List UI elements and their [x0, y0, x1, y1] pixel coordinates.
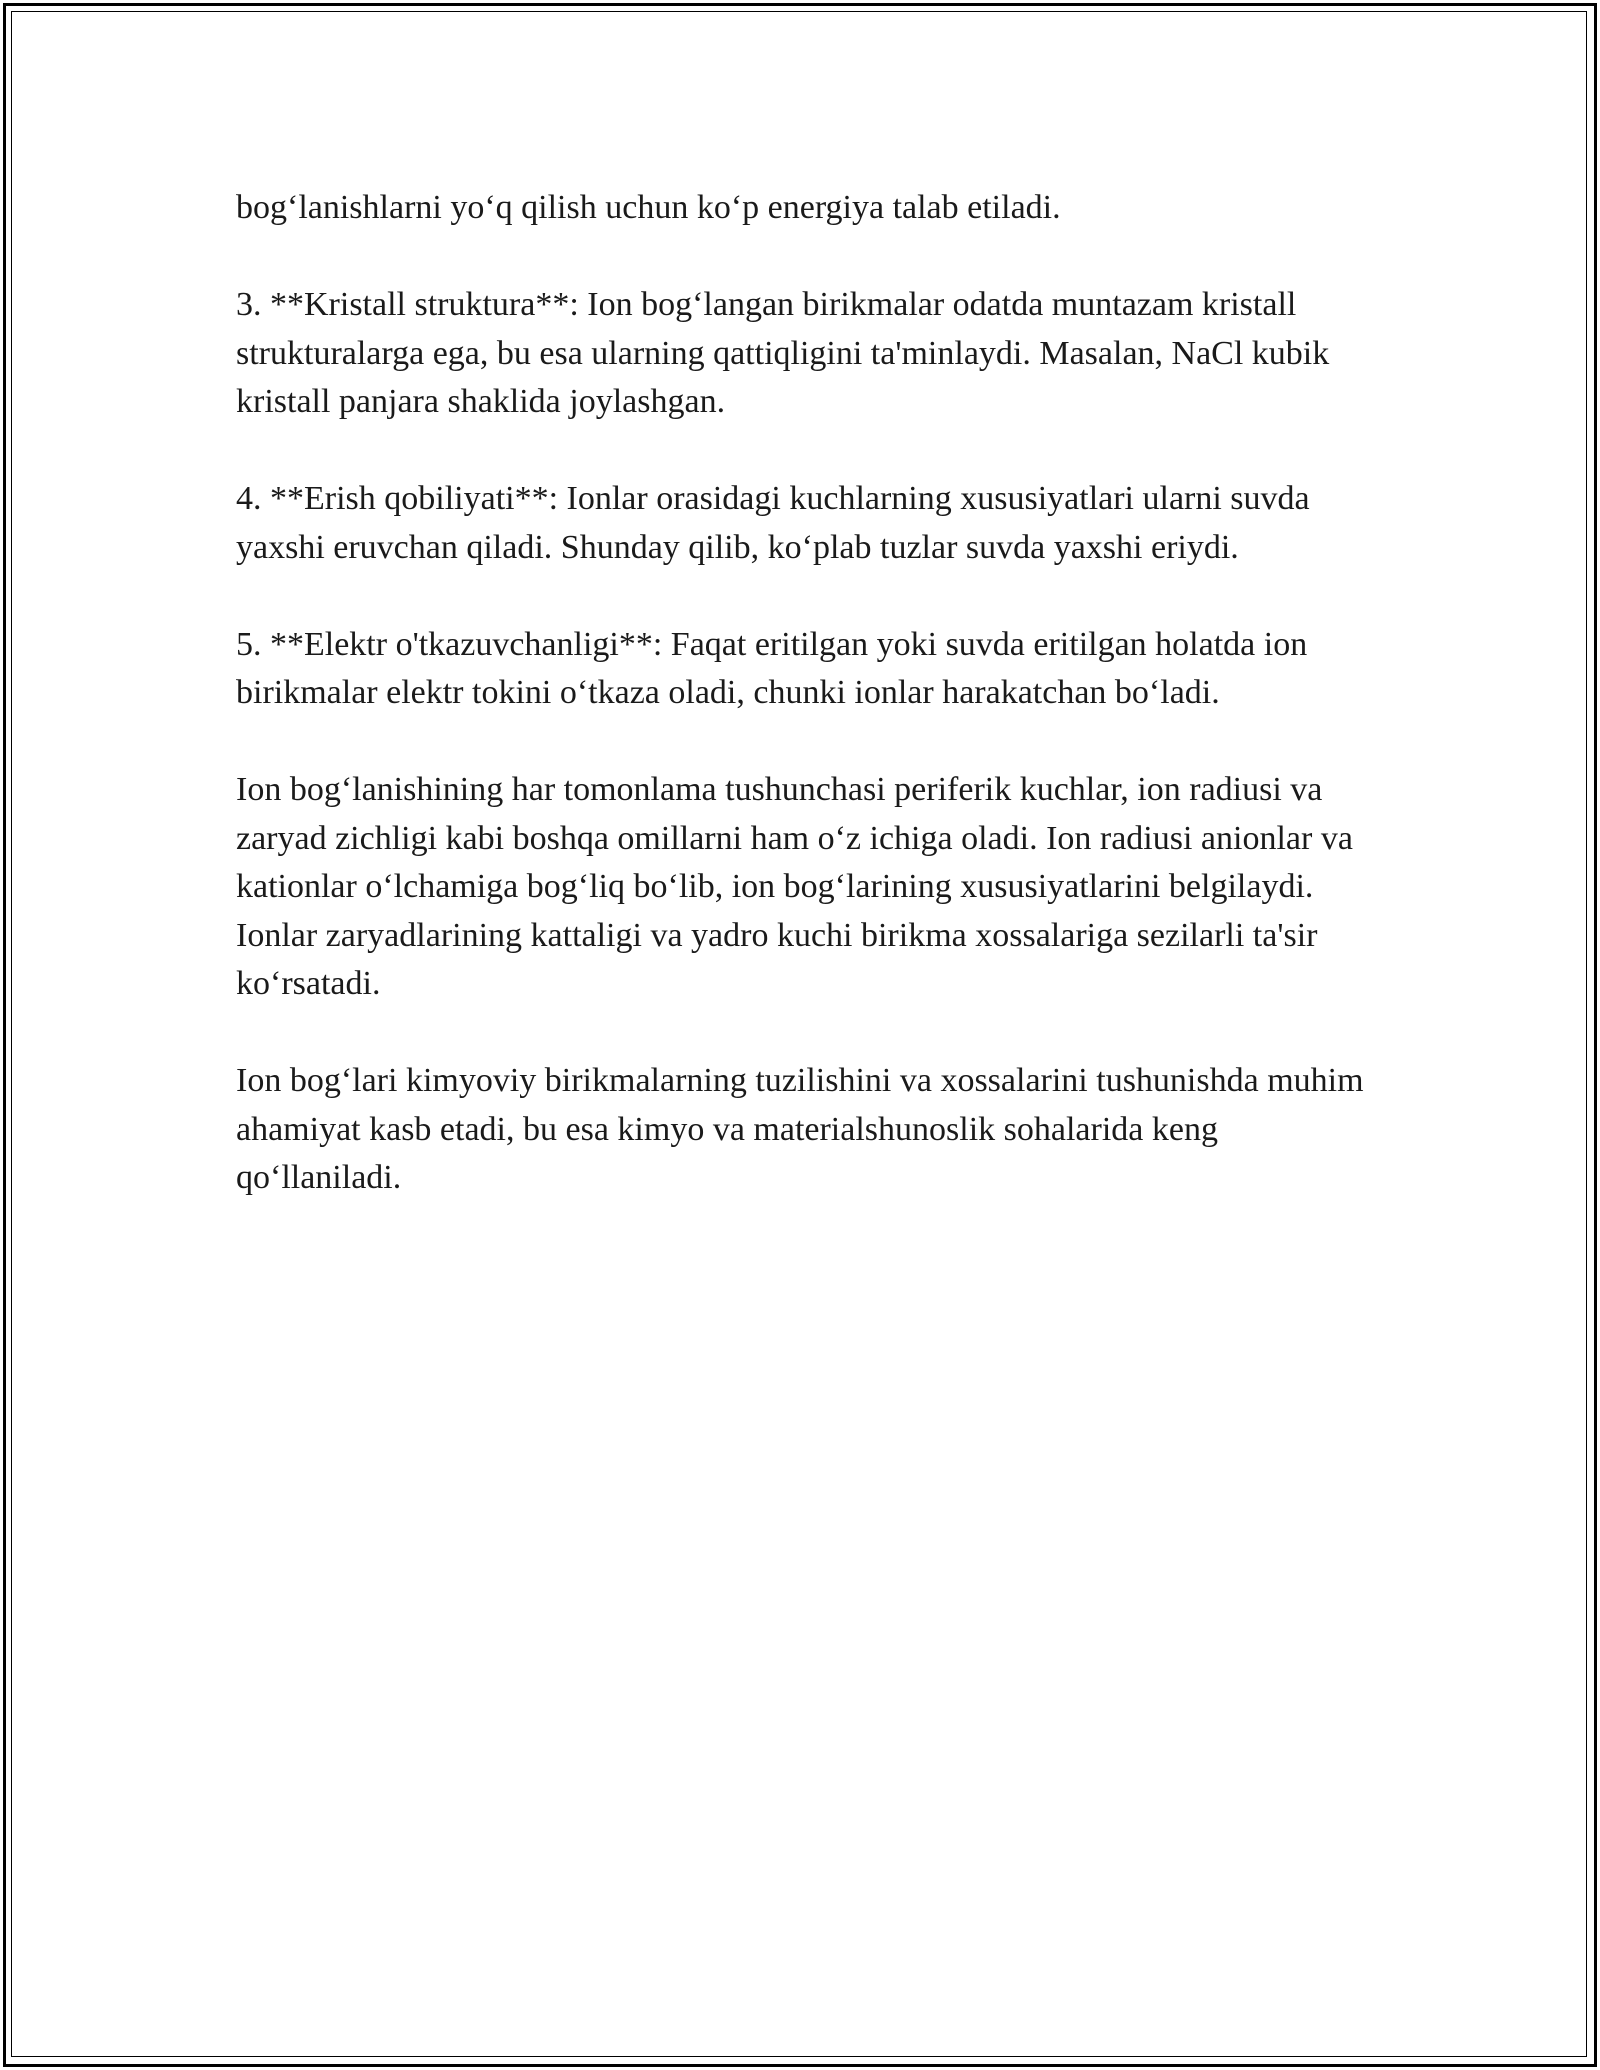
document-body — [236, 184, 1376, 1251]
paragraph-continuation: bog‘lanishlarni yo‘q qilish uchun ko‘p energiya talab etiladi. — [236, 189, 1061, 226]
paragraph-conclusion: Ion bog‘lari kimyoviy birikmalarning tuzilishini va xossalarini tushunishda muhim ahamiyat kasb etadi, bu esa kimyo va materialshunoslik sohalarida keng qo‘llaniladi. — [236, 1062, 1364, 1196]
paragraph-crystal-structure: 3. **Kristall struktura**: Ion bog‘langan birikmalar odatda muntazam kristall strukturalarga ega, bu esa ularning qattiqligini ta'minlaydi. Masalan, NaCl kubik kristall panjara shaklida joylashgan. — [236, 286, 1330, 420]
paragraph-solubility: 4. **Erish qobiliyati**: Ionlar orasidagi kuchlarning xususiyatlari ularni suvda yaxshi eruvchan qiladi. Shunday qilib, ko‘plab tuzlar suvda yaxshi eriydi. — [236, 480, 1310, 566]
paragraph-ion-radius: Ion bog‘lanishining har tomonlama tushunchasi periferik kuchlar, ion radiusi va zaryad zichligi kabi boshqa omillarni ham o‘z ichiga oladi. Ion radiusi anionlar va kationlar o‘lchamiga bog‘liq bo‘lib, ion bog‘larining xususiyatlarini belgilaydi. Ionlar zaryadlarining kattaligi va yadro kuchi birikma xossalariga sezilarli ta'sir ko‘rsatadi. — [236, 771, 1353, 1002]
paragraph-electrical-conductivity: 5. **Elektr o'tkazuvchanligi**: Faqat eritilgan yoki suvda eritilgan holatda ion birikmalar elektr tokini o‘tkaza oladi, chunki ionlar harakatchan bo‘ladi. — [236, 625, 1308, 711]
